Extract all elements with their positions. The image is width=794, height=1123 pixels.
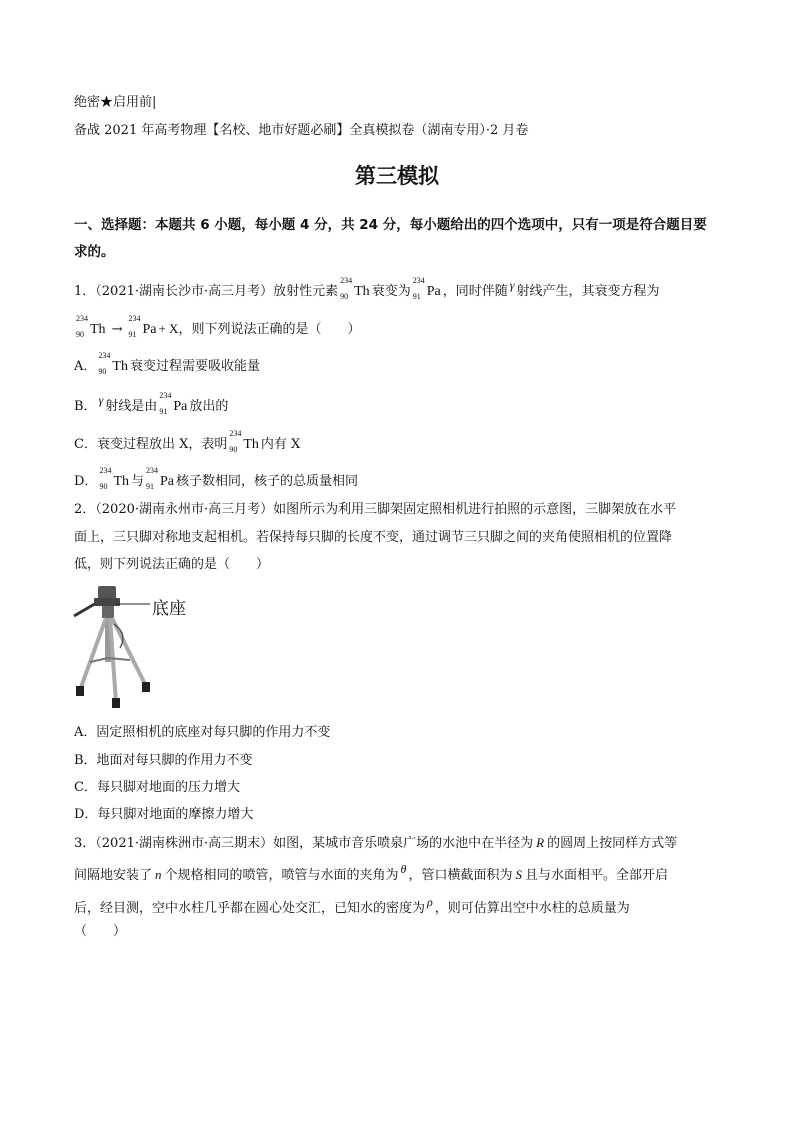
- q1-text: 衰变为: [371, 284, 411, 299]
- nuclide-th: [76, 314, 106, 339]
- gamma-symbol: γ: [98, 393, 104, 407]
- particle-x: + X: [158, 321, 179, 336]
- option-letter: A．: [74, 359, 97, 374]
- option-letter: D．: [74, 474, 98, 489]
- q1-stem-line1: [74, 276, 660, 301]
- q1-option-b: [74, 391, 229, 416]
- option-text: 射线是由: [105, 399, 158, 414]
- atomic-number: 90: [99, 482, 108, 491]
- q3-text: 间隔地安装了: [74, 868, 153, 883]
- element-symbol: Th: [90, 322, 106, 337]
- nuclide-pa: [128, 314, 157, 339]
- mass-number: 234: [229, 429, 242, 438]
- mass-number: 234: [128, 314, 141, 323]
- q3-text: 的圆周上按同样方式等: [547, 836, 678, 851]
- element-symbol: Th: [113, 474, 129, 489]
- element-symbol: Th: [243, 437, 259, 452]
- option-text: 与: [131, 474, 145, 489]
- area-symbol: S: [515, 867, 522, 882]
- radius-symbol: R: [536, 835, 545, 850]
- nuclide-th: [99, 466, 129, 491]
- option-text: 核子数相同，核子的总质量相同: [176, 474, 359, 489]
- atomic-number: 90: [98, 367, 107, 376]
- q3-stem-line2: [74, 862, 668, 885]
- element-symbol: Pa: [173, 399, 188, 414]
- q1-option-a: [74, 351, 260, 376]
- gamma-symbol: γ: [509, 278, 515, 292]
- atomic-number: 90: [229, 445, 238, 454]
- element-symbol: Th: [112, 359, 128, 374]
- q2-stem-line1: 2．（2020·湖南永州市·高三月考）如图所示为利用三脚架固定照相机进行拍照的示意图，三脚架放在水平: [74, 502, 677, 517]
- option-letter: B．: [74, 399, 97, 414]
- nuclide-pa: [159, 391, 188, 416]
- nuclide-th: [98, 351, 128, 376]
- q3-text: 3．（2021·湖南株洲市·高三期末）如图，某城市音乐喷泉广场的水池中在半径为: [74, 836, 534, 851]
- atomic-number: 91: [146, 482, 155, 491]
- q1-option-c: [74, 429, 301, 454]
- q1-stem-line2: [74, 314, 361, 339]
- q3-answer-blank: （ ）: [74, 924, 127, 939]
- option-text: 放出的: [189, 399, 229, 414]
- option-text: 内有 X: [260, 437, 301, 452]
- q3-text: ，管口横截面积为: [408, 868, 513, 883]
- element-symbol: Th: [354, 284, 370, 299]
- q2-stem-line2: 面上，三只脚对称地支起相机。若保持每只脚的长度不变，通过调节三只脚之间的夹角使照相机的位置降: [74, 530, 673, 545]
- section-heading-line2: 求的。: [74, 244, 115, 260]
- q3-text: ，则可估算出空中水柱的总质量为: [434, 901, 630, 916]
- q1-text: ，则下列说法正确的是（ ）: [178, 322, 361, 337]
- atomic-number: 90: [340, 292, 349, 301]
- element-symbol: Pa: [142, 322, 157, 337]
- section-heading-line1: 一、选择题：本题共 6 小题，每小题 4 分，共 24 分，每小题给出的四个选项中，只有一项是符合题目要: [74, 217, 707, 233]
- q3-stem-line3: [74, 895, 630, 918]
- reaction-arrow: →: [111, 322, 123, 337]
- q3-text: 个规格相同的喷管，喷管与水面的夹角为: [164, 868, 399, 883]
- tripod-figure: [66, 578, 206, 710]
- mass-number: 234: [76, 314, 88, 323]
- atomic-number: 91: [412, 292, 421, 301]
- nuclide-pa: [146, 466, 175, 491]
- mass-number: 234: [98, 351, 111, 360]
- rho-symbol: ρ: [427, 895, 433, 909]
- count-symbol: n: [155, 867, 162, 882]
- exam-series-title: 备战 2021 年高考物理【名校、地市好题必刷】全真模拟卷（湖南专用）·2 月卷: [74, 123, 529, 138]
- mass-number: 234: [340, 276, 353, 285]
- q2-option-c: C．每只脚对地面的压力增大: [74, 780, 240, 795]
- q1-text: 射线产生，其衰变方程为: [516, 284, 660, 299]
- q3-stem-line1: [74, 834, 677, 853]
- nuclide-th: [340, 276, 370, 301]
- element-symbol: Pa: [160, 474, 175, 489]
- base-label: 底座: [152, 599, 186, 619]
- option-text: 衰变过程需要吸收能量: [129, 359, 260, 374]
- mass-number: 234: [412, 276, 425, 285]
- q2-option-d: D．每只脚对地面的摩擦力增大: [74, 807, 254, 822]
- element-symbol: Pa: [426, 284, 441, 299]
- confidential-mark: 绝密★启用前|: [74, 95, 157, 110]
- q3-text: 且与水面相平。全部开启: [524, 868, 668, 883]
- option-text: C．衰变过程放出 X，表明: [74, 437, 228, 452]
- q1-option-d: [74, 466, 359, 491]
- nuclide-th: [229, 429, 259, 454]
- atomic-number: 91: [159, 407, 168, 416]
- atomic-number: 90: [76, 330, 84, 339]
- q2-option-a: A．固定照相机的底座对每只脚的作用力不变: [74, 725, 331, 740]
- mass-number: 234: [99, 466, 112, 475]
- nuclide-pa: [412, 276, 441, 301]
- theta-symbol: θ: [400, 862, 407, 876]
- atomic-number: 91: [128, 330, 137, 339]
- mass-number: 234: [146, 466, 159, 475]
- q3-text: 后，经目测，空中水柱几乎都在圆心处交汇，已知水的密度为: [74, 901, 426, 916]
- q2-stem-line3: 低，则下列说法正确的是（ ）: [74, 557, 270, 572]
- q1-text: ，同时伴随: [442, 284, 508, 299]
- q2-option-b: B．地面对每只脚的作用力不变: [74, 753, 253, 768]
- q1-text: 1．（2021·湖南长沙市·高三月考）放射性元素: [74, 284, 339, 299]
- mass-number: 234: [159, 391, 172, 400]
- page-title: 第三模拟: [355, 164, 439, 188]
